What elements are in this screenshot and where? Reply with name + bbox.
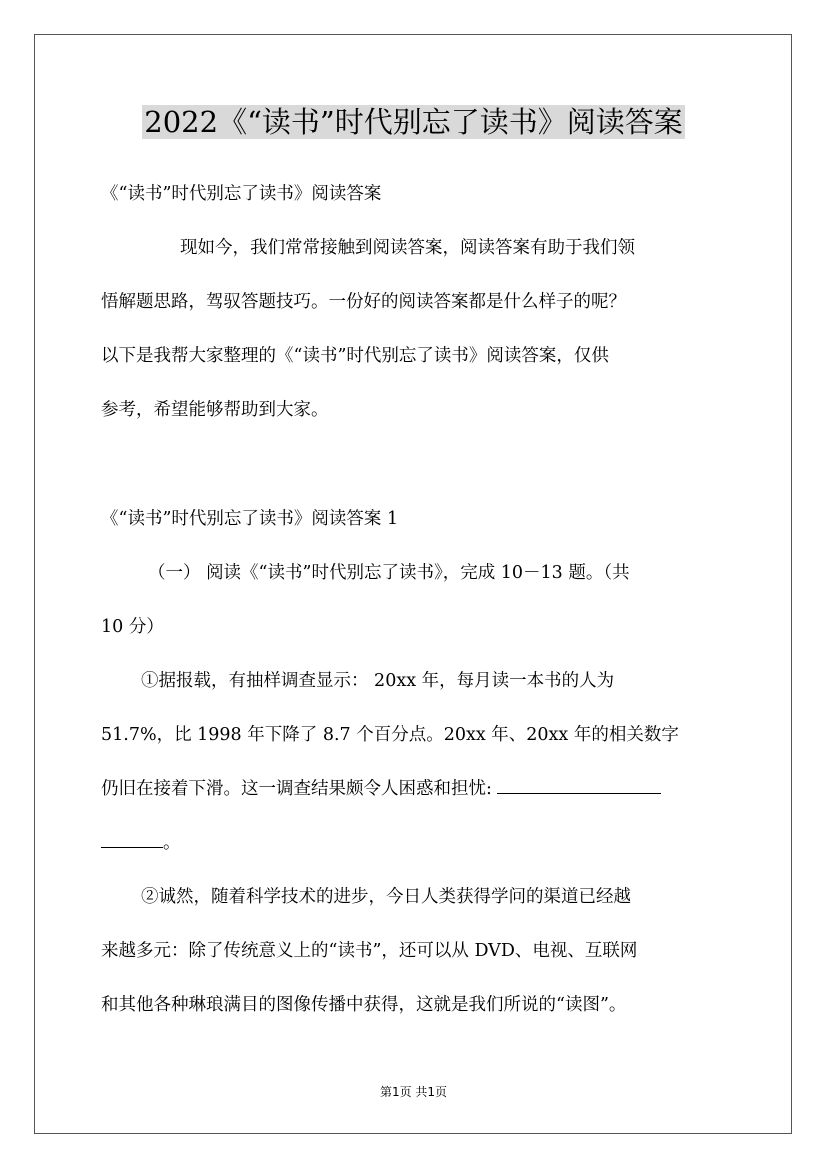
paragraph-text: 。 <box>163 833 181 853</box>
paragraph-line <box>101 778 661 800</box>
paragraph-line: 51.7%，比 1998 年下降了 8.7 个百分点。20xx 年、20xx 年的相关数字 <box>101 725 679 745</box>
paragraph-line <box>101 832 181 854</box>
document-title <box>0 100 827 144</box>
subtitle: 《“读书”时代别忘了读书》阅读答案 <box>101 184 382 204</box>
intro-line: 现如今，我们常常接触到阅读答案，阅读答案有助于我们领 <box>180 238 635 258</box>
paragraph-line: 来越多元：除了传统意义上的“读书”，还可以从 DVD、电视、互联网 <box>101 941 638 961</box>
paragraph-line: ②诚然，随着科学技术的进步，今日人类获得学问的渠道已经越 <box>141 887 631 907</box>
intro-line: 悟解题思路，驾驭答题技巧。一份好的阅读答案都是什么样子的呢？ <box>101 292 626 312</box>
paragraph-text: 仍旧在接着下滑。这一调查结果颇令人困惑和担忧: <box>101 779 492 799</box>
question-line: （一） 阅读《“读书”时代别忘了读书》，完成 10－13 题。（共 <box>148 563 630 583</box>
paragraph-line: ①据报载，有抽样调查显示： 20xx 年，每月读一本书的人为 <box>141 671 615 691</box>
section-heading: 《“读书”时代别忘了读书》阅读答案 1 <box>101 509 399 529</box>
fill-blank <box>101 845 163 848</box>
page-footer: 第1页 共1页 <box>379 1085 448 1099</box>
question-line: 10 分） <box>101 617 164 637</box>
paragraph-line: 和其他各种琳琅满目的图像传播中获得，这就是我们所说的“读图”。 <box>101 995 627 1015</box>
intro-line: 参考，希望能够帮助到大家。 <box>101 400 329 420</box>
title-text: 2022《“读书”时代别忘了读书》阅读答案 <box>144 105 683 139</box>
intro-line: 以下是我帮大家整理的《“读书”时代别忘了读书》阅读答案，仅供 <box>101 346 609 366</box>
fill-blank <box>497 791 661 794</box>
